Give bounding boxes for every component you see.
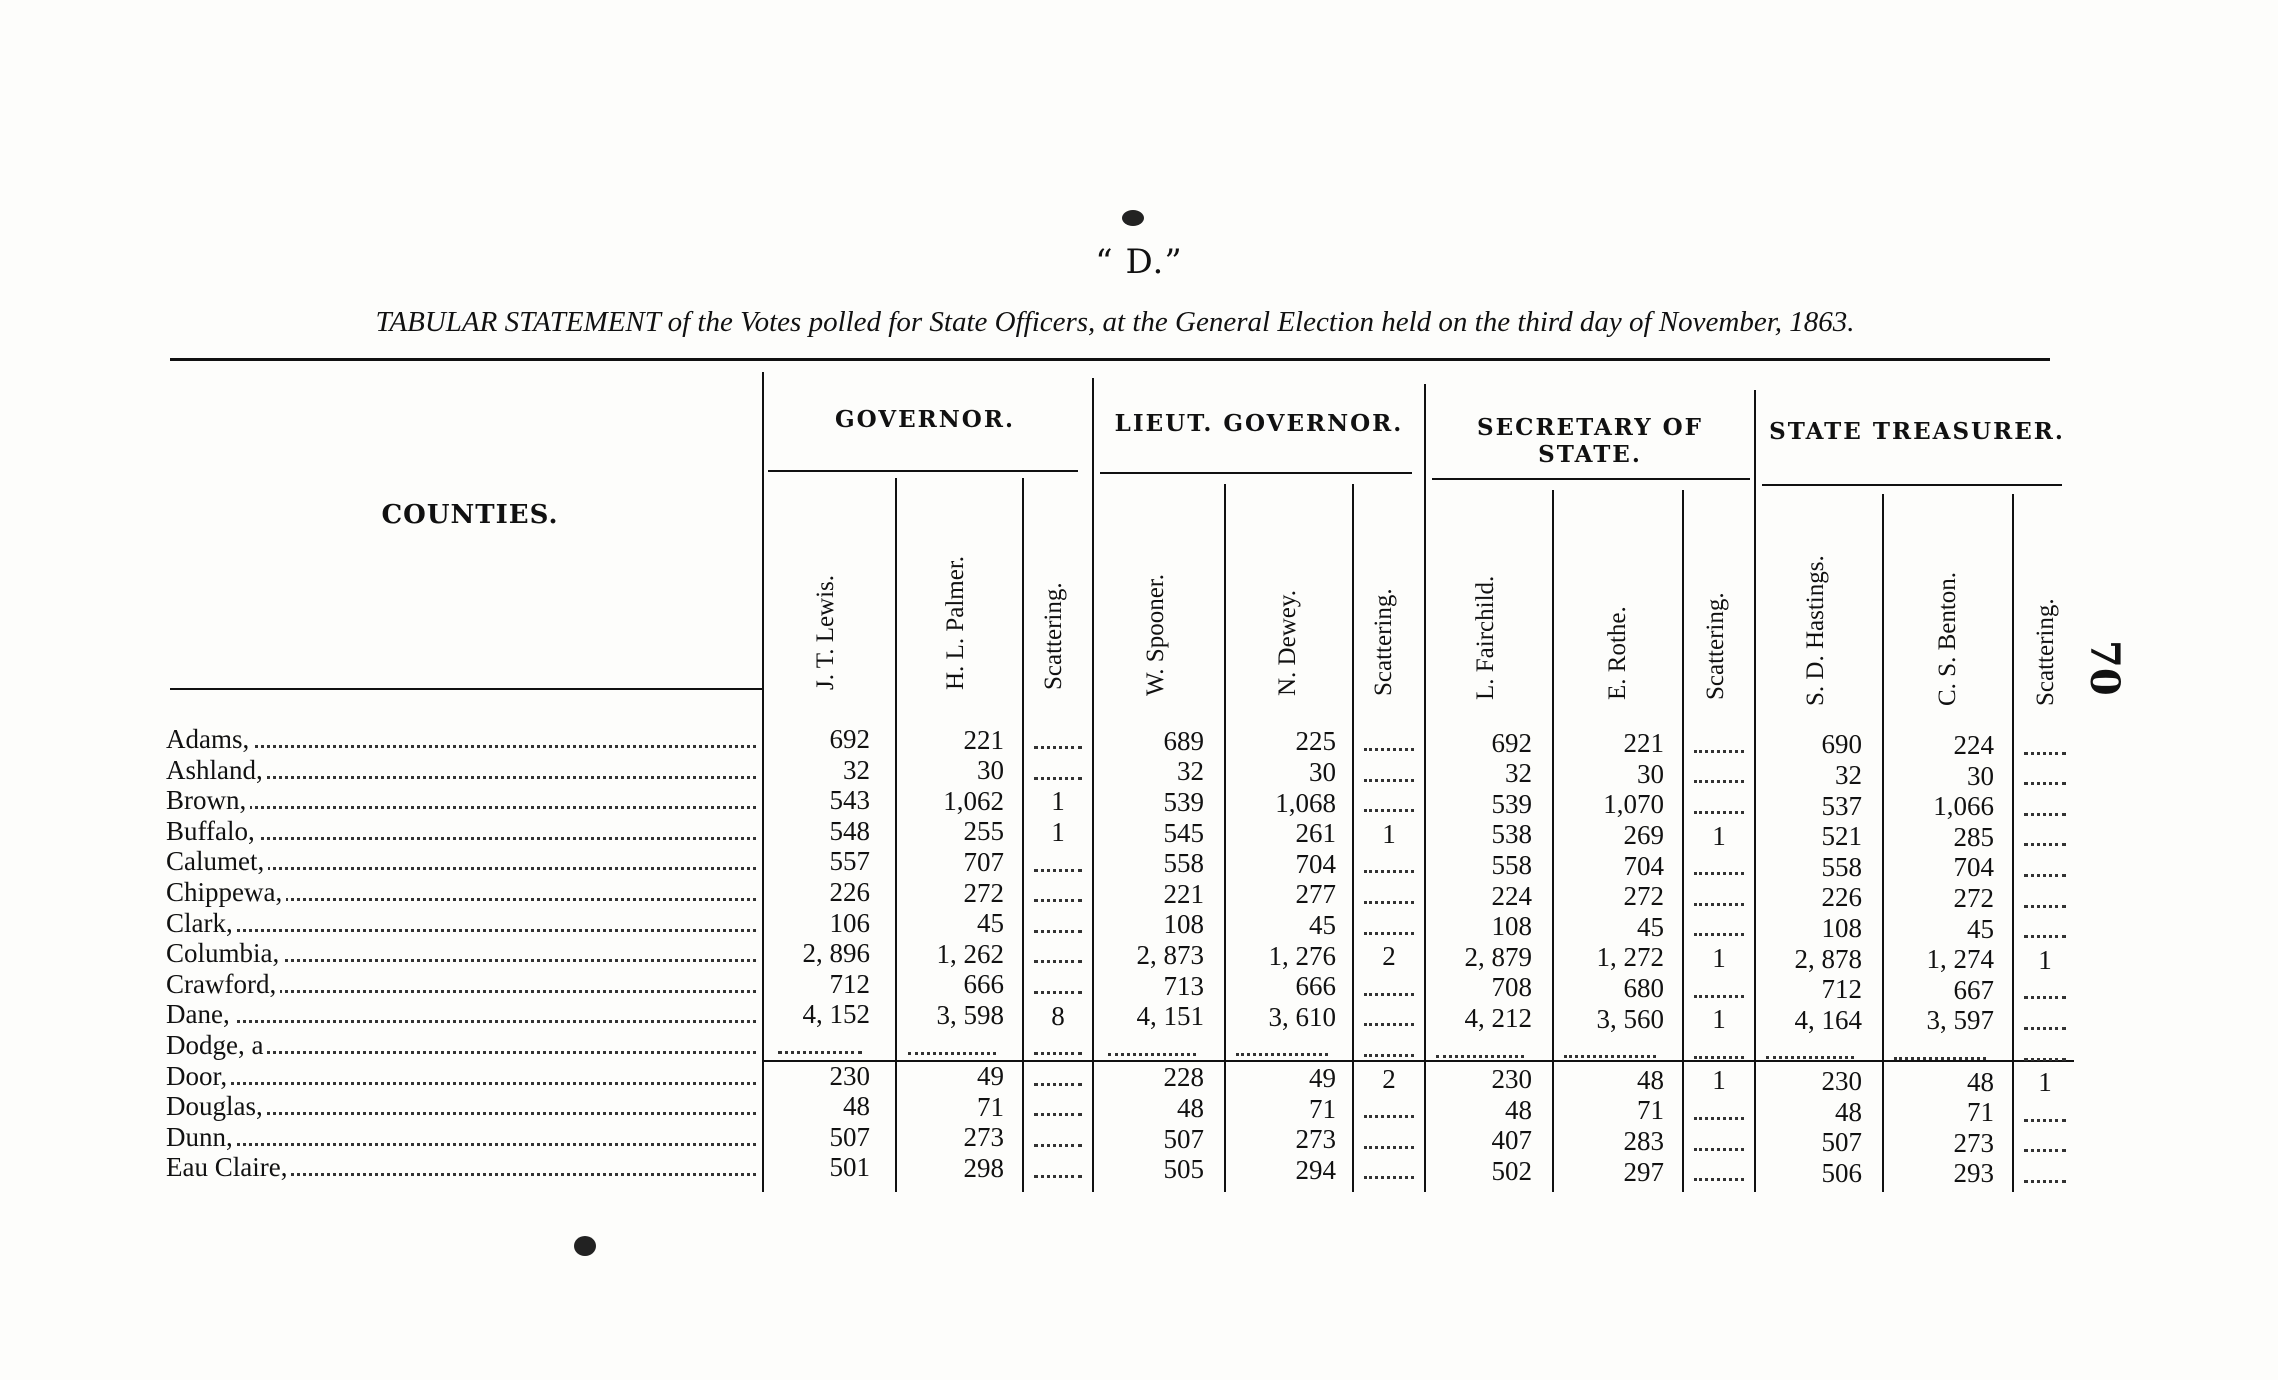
vote-cell xyxy=(2016,1098,2074,1128)
vote-cell: 1 xyxy=(2038,944,2052,975)
county-name: Ashland, xyxy=(166,755,756,785)
ink-blot-bottom xyxy=(574,1236,596,1256)
vote-cell: 4, 151 xyxy=(1136,1001,1204,1032)
vote-cell: 71 xyxy=(1637,1095,1664,1126)
vote-cell: 1 xyxy=(1712,820,1726,851)
vote-cell: 273 xyxy=(1295,1124,1336,1155)
vote-cell: 1, 262 xyxy=(936,938,1004,969)
vote-cell: 48 xyxy=(843,1091,870,1122)
col-rule-9 xyxy=(1682,490,1684,1192)
vote-cell: 226 xyxy=(1821,882,1862,913)
vote-cell xyxy=(1686,1096,1752,1126)
vote-cell: 713 xyxy=(1163,970,1204,1001)
county-name: Dodge, a xyxy=(166,1030,756,1060)
vote-cell: 712 xyxy=(1821,974,1862,1005)
vote-cell: 3, 598 xyxy=(936,1000,1004,1030)
vote-cell xyxy=(2016,822,2074,852)
vote-cell: 221 xyxy=(963,724,1004,755)
vote-cell: 30 xyxy=(1309,757,1336,787)
vote-cell xyxy=(1686,882,1752,912)
vote-cell: 689 xyxy=(1163,725,1204,756)
col-rule-5 xyxy=(1224,484,1226,1192)
vote-cell: 273 xyxy=(963,1122,1004,1153)
vote-cell: 507 xyxy=(1821,1127,1862,1158)
vote-cell xyxy=(1026,1031,1090,1061)
county-name: Eau Claire, xyxy=(166,1152,756,1182)
header-bottom-rule xyxy=(170,688,764,690)
vote-cell: 2, 878 xyxy=(1794,943,1862,974)
vote-cell: 501 xyxy=(829,1152,870,1183)
county-name: Brown, xyxy=(166,785,756,815)
section-letter: “ D.” xyxy=(1095,242,1183,282)
vote-cell: 108 xyxy=(1821,913,1862,943)
vote-cell xyxy=(1686,759,1752,789)
vote-cell xyxy=(1026,909,1090,939)
vote-cell: 692 xyxy=(1491,727,1532,758)
vote-cell: 45 xyxy=(1309,910,1336,940)
vote-cell xyxy=(2016,1037,2074,1067)
page-number: 70 xyxy=(2081,640,2128,696)
vote-cell xyxy=(1356,911,1422,941)
vote-cell xyxy=(2016,975,2074,1005)
vote-cell xyxy=(1356,1125,1422,1155)
col-rule-11 xyxy=(1882,494,1884,1192)
vote-cell xyxy=(1228,1032,1336,1062)
vote-cell: 45 xyxy=(1967,913,1994,944)
vote-cell: 30 xyxy=(1967,760,1994,791)
vote-cell xyxy=(2016,914,2074,944)
vote-cell: 548 xyxy=(829,815,870,846)
vote-cell: 285 xyxy=(1953,821,1994,852)
vote-cell: 272 xyxy=(1623,881,1664,912)
vote-cell: 224 xyxy=(1953,730,1994,760)
vote-cell: 225 xyxy=(1295,726,1336,757)
vote-cell: 1 xyxy=(1051,817,1065,847)
vote-cell xyxy=(2016,884,2074,914)
vote-cell: 261 xyxy=(1295,818,1336,849)
vote-cell: 707 xyxy=(963,847,1004,877)
vote-cell xyxy=(1026,848,1090,878)
vote-cell: 108 xyxy=(1163,909,1204,940)
vote-cell: 230 xyxy=(829,1060,870,1091)
vote-cell: 680 xyxy=(1623,973,1664,1003)
vote-cell: 2 xyxy=(1382,941,1396,972)
vote-cell: 48 xyxy=(1177,1093,1204,1123)
vote-cell: 32 xyxy=(843,754,870,785)
col-rule-8 xyxy=(1552,490,1554,1192)
vote-cell: 506 xyxy=(1821,1157,1862,1188)
vote-cell xyxy=(1428,1034,1532,1064)
vote-cell: 49 xyxy=(977,1061,1004,1092)
vote-cell: 49 xyxy=(1309,1063,1336,1093)
vote-cell: 32 xyxy=(1505,758,1532,789)
vote-cell: 298 xyxy=(963,1153,1004,1183)
vote-cell: 228 xyxy=(1163,1062,1204,1093)
vote-cell: 667 xyxy=(1953,974,1994,1005)
vote-cell: 1 xyxy=(2038,1067,2052,1098)
vote-cell: 708 xyxy=(1491,972,1532,1003)
top-rule xyxy=(170,358,2050,361)
vote-cell: 277 xyxy=(1295,879,1336,910)
vote-cell: 1 xyxy=(1712,1065,1726,1096)
vote-cell: 1,068 xyxy=(1275,787,1336,818)
treasurer-group-rule xyxy=(1762,484,2062,486)
vote-cell: 704 xyxy=(1623,850,1664,881)
vote-cell: 558 xyxy=(1821,851,1862,882)
county-name: Door, xyxy=(166,1061,756,1091)
vote-cell xyxy=(1026,1092,1090,1122)
county-name: Columbia, xyxy=(166,938,756,968)
vote-cell xyxy=(1026,1062,1090,1092)
vote-cell: 273 xyxy=(1953,1127,1994,1158)
vote-cell: 32 xyxy=(1177,756,1204,787)
vote-cell: 692 xyxy=(829,724,870,754)
document-page: “ D.” TABULAR STATEMENT of the Votes polled for State Officers, at the General Election held on the third day of November, 1863. 70 COUNTIES. GOVERNOR. LIEUT. GOVERNOR. SECRETARY OF STATE. STATE TREASURER. J. T. Lewis. H. L. Palmer. Scattering. W. Spooner. N. Dewey. Scattering. L. Fairchild. E. Rothe. Scattering. S. D. Hastings. C. S. Benton. Scattering. Adams, 692 221 689 225 692 221 690 224 Ashland, 32 30 32 30 32 30 32 30 Brown, 543 1,062 1 539 1,068 539 1,070 537 1,066 Buffalo, 548 255 1 545 261 1 538 269 1 521 285 Calumet, 557 707 558 704 558 704 558 704 Chippewa, 226 272 221 277 224 272 226 272 Clark, 106 45 108 45 108 45 108 45 Columbia, 2, 896 1, 262 2, 873 1, 276 2 2, 879 1, 272 1 2, 878 1, 274 1 Crawford, 712 666 713 666 708 680 712 667 Dane, 4, 152 3, 598 8 4, 151 3, 610 4, 212 3, 560 1 4, 164 3, 597 Dodge, a Door, 230 49 228 49 2 230 48 1 230 48 1 Douglas, 48 71 48 71 48 71 48 71 Dunn, 507 273 507 273 407 283 507 273 Eau Claire, 501 298 505 294 502 297 506 293 xyxy=(0,0,2278,1380)
table-title: TABULAR STATEMENT of the Votes polled for State Officers, at the General Election held on the third day of November, 1863. xyxy=(375,306,1855,338)
vote-cell: 704 xyxy=(1295,848,1336,879)
vote-cell: 30 xyxy=(977,755,1004,786)
vote-cell xyxy=(1356,1002,1422,1032)
vote-cell: 1 xyxy=(1051,786,1065,817)
vote-cell: 272 xyxy=(1953,883,1994,913)
vote-cell xyxy=(1356,1033,1422,1063)
vote-cell: 297 xyxy=(1623,1156,1664,1187)
vote-cell: 690 xyxy=(1821,729,1862,760)
vote-cell: 1 xyxy=(1712,1004,1726,1035)
vote-cell: 1 xyxy=(1712,943,1726,973)
vote-cell: 32 xyxy=(1835,760,1862,790)
vote-cell: 230 xyxy=(1491,1064,1532,1095)
vote-cell xyxy=(1758,1035,1862,1065)
vote-cell: 558 xyxy=(1491,850,1532,880)
county-name: Dunn, xyxy=(166,1122,756,1152)
vote-cell: 226 xyxy=(829,877,870,907)
vote-cell: 48 xyxy=(1505,1094,1532,1125)
vote-cell: 221 xyxy=(1623,728,1664,759)
vote-cell xyxy=(1356,758,1422,788)
governor-header: GOVERNOR. xyxy=(835,406,1015,433)
vote-cell xyxy=(1686,1035,1752,1065)
vote-cell xyxy=(2016,1128,2074,1158)
vote-cell xyxy=(2016,1006,2074,1036)
vote-cell: 8 xyxy=(1051,1000,1065,1031)
vote-cell xyxy=(2016,731,2074,761)
vote-cell: 272 xyxy=(963,877,1004,908)
vote-cell: 666 xyxy=(963,969,1004,1000)
vote-cell xyxy=(1356,1094,1422,1124)
vote-cell xyxy=(1686,851,1752,881)
vote-cell: 4, 164 xyxy=(1794,1004,1862,1035)
vote-cell xyxy=(1100,1032,1204,1062)
vote-cell: 521 xyxy=(1821,821,1862,852)
vote-cell: 712 xyxy=(829,968,870,999)
vote-cell: 1, 274 xyxy=(1926,944,1994,975)
col-rule-7 xyxy=(1424,384,1426,1192)
vote-cell: 48 xyxy=(1967,1066,1994,1097)
col-rule-10 xyxy=(1754,390,1756,1192)
vote-cell xyxy=(1356,849,1422,879)
vote-cell xyxy=(2016,761,2074,791)
vote-cell: 539 xyxy=(1163,787,1204,817)
vote-cell xyxy=(1686,912,1752,942)
vote-cell xyxy=(1356,727,1422,757)
vote-cell xyxy=(770,1030,870,1060)
vote-cell: 1,070 xyxy=(1603,789,1664,820)
vote-cell: 224 xyxy=(1491,880,1532,911)
vote-cell xyxy=(1556,1034,1664,1064)
vote-cell xyxy=(1026,725,1090,755)
vote-cell: 558 xyxy=(1163,848,1204,879)
vote-cell: 1, 276 xyxy=(1268,940,1336,971)
col-rule-4 xyxy=(1092,378,1094,1192)
vote-cell xyxy=(900,1031,1004,1061)
vote-cell: 71 xyxy=(1967,1097,1994,1128)
secretary-of-state-header: SECRETARY OF STATE. xyxy=(1477,414,1703,468)
vote-cell xyxy=(1026,1154,1090,1184)
vote-cell: 1,066 xyxy=(1933,791,1994,822)
vote-cell: 108 xyxy=(1491,911,1532,942)
vote-cell: 505 xyxy=(1163,1154,1204,1185)
vote-cell xyxy=(1686,790,1752,820)
county-name: Adams, xyxy=(166,724,756,754)
vote-cell: 507 xyxy=(1163,1123,1204,1154)
col-rule-3 xyxy=(1022,478,1024,1192)
vote-cell: 2, 896 xyxy=(802,938,870,969)
vote-cell: 255 xyxy=(963,816,1004,847)
vote-cell: 538 xyxy=(1491,819,1532,850)
vote-cell: 3, 597 xyxy=(1926,1005,1994,1036)
vote-cell: 45 xyxy=(1637,911,1664,942)
vote-cell: 71 xyxy=(977,1091,1004,1122)
county-name: Dane, xyxy=(166,999,756,1029)
vote-cell xyxy=(1686,1127,1752,1157)
vote-cell: 294 xyxy=(1295,1154,1336,1185)
county-name: Clark, xyxy=(166,908,756,938)
vote-cell xyxy=(1026,970,1090,1000)
col-rule-2 xyxy=(895,478,897,1192)
vote-cell: 283 xyxy=(1623,1126,1664,1156)
vote-cell xyxy=(1356,788,1422,818)
vote-cell: 1, 272 xyxy=(1596,942,1664,973)
state-treasurer-header: STATE TREASURER. xyxy=(1769,418,2065,445)
county-name: Buffalo, xyxy=(166,816,756,846)
vote-cell: 48 xyxy=(1637,1064,1664,1095)
vote-cell: 2 xyxy=(1382,1063,1396,1094)
vote-cell: 537 xyxy=(1821,790,1862,821)
vote-cell: 4, 152 xyxy=(802,999,870,1030)
vote-cell: 1 xyxy=(1382,818,1396,849)
vote-cell xyxy=(1686,1157,1752,1187)
vote-cell: 3, 610 xyxy=(1268,1001,1336,1032)
secretary-group-rule xyxy=(1432,478,1750,480)
vote-cell: 30 xyxy=(1637,758,1664,789)
vote-cell xyxy=(1686,729,1752,759)
vote-cell: 269 xyxy=(1623,820,1664,850)
vote-cell xyxy=(1356,1155,1422,1185)
county-name: Calumet, xyxy=(166,846,756,876)
vote-cell xyxy=(1026,939,1090,969)
vote-cell xyxy=(1026,1123,1090,1153)
col-rule-1 xyxy=(762,372,764,1192)
vote-cell xyxy=(1886,1036,1994,1066)
vote-cell xyxy=(1026,878,1090,908)
ink-blot-top xyxy=(1122,210,1144,226)
vote-cell: 557 xyxy=(829,846,870,877)
vote-cell: 230 xyxy=(1821,1066,1862,1096)
lieut-governor-group-rule xyxy=(1100,472,1412,474)
col-rule-12 xyxy=(2012,494,2014,1192)
vote-cell xyxy=(2016,853,2074,883)
vote-cell xyxy=(2016,1159,2074,1189)
vote-cell: 502 xyxy=(1491,1156,1532,1186)
vote-cell: 293 xyxy=(1953,1158,1994,1189)
vote-cell xyxy=(1026,756,1090,786)
vote-cell xyxy=(1686,974,1752,1004)
vote-cell: 71 xyxy=(1309,1093,1336,1124)
vote-cell: 539 xyxy=(1491,788,1532,819)
vote-cell: 1,062 xyxy=(943,785,1004,816)
vote-cell xyxy=(2016,792,2074,822)
vote-cell xyxy=(1356,972,1422,1002)
vote-cell: 4, 212 xyxy=(1464,1003,1532,1033)
vote-cell: 106 xyxy=(829,907,870,938)
vote-cell: 545 xyxy=(1163,817,1204,848)
vote-cell: 3, 560 xyxy=(1596,1003,1664,1034)
vote-cell: 221 xyxy=(1163,878,1204,909)
county-name: Chippewa, xyxy=(166,877,756,907)
vote-cell: 666 xyxy=(1295,971,1336,1002)
lieut-governor-header: LIEUT. GOVERNOR. xyxy=(1114,410,1404,437)
county-name: Crawford, xyxy=(166,969,756,999)
vote-cell: 45 xyxy=(977,908,1004,939)
col-rule-6 xyxy=(1352,484,1354,1192)
vote-cell xyxy=(1356,880,1422,910)
vote-cell: 407 xyxy=(1491,1125,1532,1156)
vote-cell: 704 xyxy=(1953,852,1994,883)
vote-cell: 48 xyxy=(1835,1096,1862,1127)
vote-cell: 2, 879 xyxy=(1464,941,1532,972)
vote-cell: 507 xyxy=(829,1121,870,1152)
vote-cell: 2, 873 xyxy=(1136,940,1204,970)
counties-header: COUNTIES. xyxy=(381,500,559,530)
county-name: Douglas, xyxy=(166,1091,756,1121)
vote-cell: 543 xyxy=(829,785,870,816)
governor-group-rule xyxy=(768,470,1078,472)
